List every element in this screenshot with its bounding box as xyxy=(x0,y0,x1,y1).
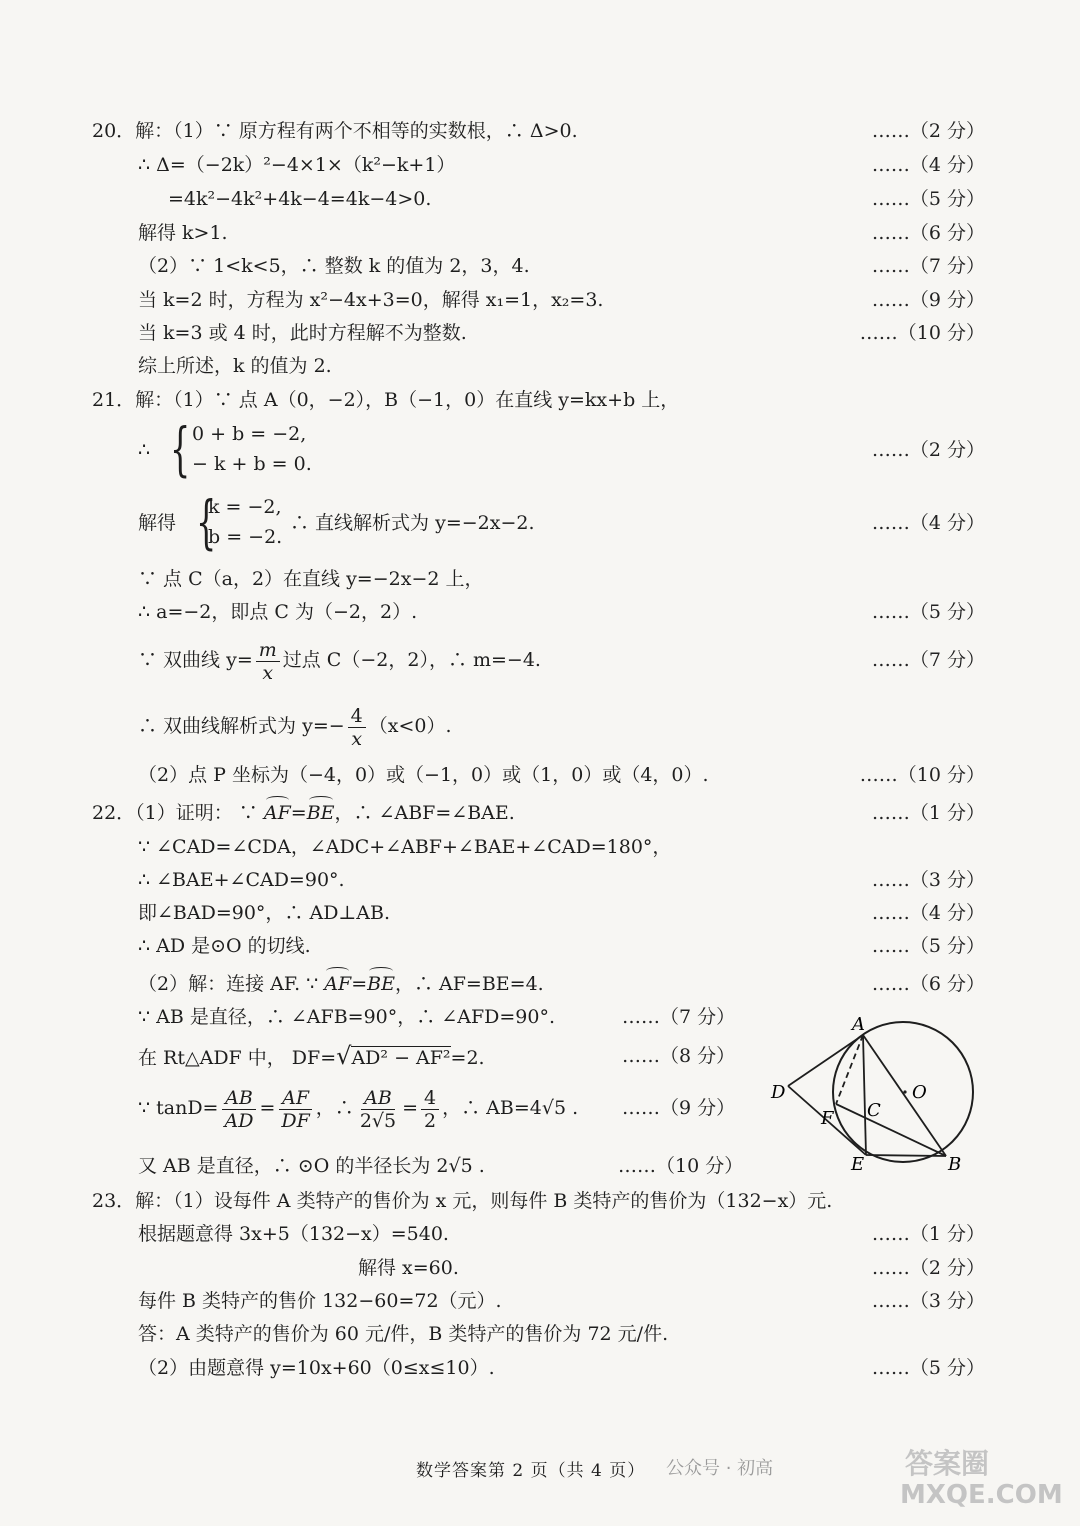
q22-line-9-mid: ，∴ xyxy=(315,1097,354,1119)
q21-line-8-pre: ∴ 双曲线解析式为 y=− xyxy=(138,715,345,737)
q22-line-7: ∵ AB 是直径，∴ ∠AFB=90°，∴ ∠AFD=90°. xyxy=(138,1006,556,1028)
fraction xyxy=(421,1087,439,1132)
q20-score-7: ……（7 分） xyxy=(871,255,985,277)
arc-be: BE xyxy=(367,973,395,995)
sqrt-icon: √ xyxy=(336,1042,352,1070)
segment-ad xyxy=(788,1035,863,1086)
fraction xyxy=(221,1087,256,1132)
q20-score-10: ……（10 分） xyxy=(859,322,985,344)
q23-line-6: （2）由题意得 y=10x+60（0≤x≤10）. xyxy=(138,1357,495,1379)
q22-head-post: ，∴ ∠ABF=∠BAE. xyxy=(334,802,515,824)
equals: = xyxy=(290,802,307,824)
equals: = xyxy=(259,1097,276,1119)
numerator: 4 xyxy=(348,705,366,728)
q23-score-2: ……（2 分） xyxy=(871,1257,985,1279)
label-d: D xyxy=(771,1082,786,1103)
q22-line-8-pre: 在 Rt△ADF 中， DF= xyxy=(138,1047,337,1069)
q22-line-9-post: ，∴ AB=4√5 . xyxy=(442,1097,579,1119)
label-c: C xyxy=(867,1100,881,1121)
q21-therefore: ∴ xyxy=(138,439,151,461)
q22-line-6-pre: （2）解：连接 AF. ∵ xyxy=(138,973,319,995)
geometry-figure xyxy=(760,1005,990,1185)
label-b: B xyxy=(948,1154,962,1175)
q23-line-2: 根据题意得 3x+5（132−x）=540. xyxy=(138,1223,449,1245)
arc-be: BE xyxy=(306,802,335,824)
label-f: F xyxy=(821,1108,834,1129)
q21-line-8-post: （x<0）. xyxy=(368,715,452,737)
q20-score-2: ……（2 分） xyxy=(871,120,985,142)
page-footer: 数学答案第 2 页（共 4 页） xyxy=(416,1461,646,1481)
label-o: O xyxy=(912,1082,927,1103)
q21-line-8 xyxy=(138,700,452,752)
watermark-source: 公众号 · 初高 xyxy=(666,1458,774,1479)
q20-line-2: ∴ Δ=（−2k）²−4×1×（k²−k+1） xyxy=(138,154,456,176)
q21-jiede: 解得 xyxy=(138,512,177,534)
q22-score-7: ……（7 分） xyxy=(622,1006,736,1028)
q21-line-9: （2）点 P 坐标为（−4，0）或（−1，0）或（1，0）或（4，0）. xyxy=(138,764,709,786)
q22-head-pre: 22．（1）证明： ∵ xyxy=(92,802,258,824)
q21-sys2-eq1: k = −2, xyxy=(208,496,282,518)
q21-line-5: ∵ 点 C（a，2）在直线 y=−2x−2 上， xyxy=(138,568,484,590)
q21-system-1 xyxy=(170,415,312,483)
label-e: E xyxy=(851,1154,865,1175)
denominator: x xyxy=(262,661,274,684)
equals: = xyxy=(351,973,368,995)
numerator: AF xyxy=(282,1086,310,1109)
q20-line-8: 综上所述，k 的值为 2. xyxy=(138,355,332,377)
label-a: A xyxy=(852,1014,865,1035)
q23-score-1: ……（1 分） xyxy=(871,1223,985,1245)
segment-eb xyxy=(866,1155,946,1156)
q20-score-5: ……（5 分） xyxy=(871,188,985,210)
numerator: m xyxy=(258,638,277,661)
numerator: AB xyxy=(364,1086,392,1109)
q22-score-5: ……（5 分） xyxy=(871,935,985,957)
q23-score-5: ……（5 分） xyxy=(871,1357,985,1379)
q20-line-4: 解得 k>1. xyxy=(138,222,228,244)
segment-ae xyxy=(863,1035,866,1155)
q22-head xyxy=(92,800,515,826)
q23-line-5: 答：A 类特产的售价为 60 元/件，B 类特产的售价为 72 元/件. xyxy=(138,1323,669,1345)
brace-icon: { xyxy=(170,415,191,483)
q22-line-8-post: =2. xyxy=(450,1047,485,1069)
q20-head: 20．解：（1）∵ 原方程有两个不相等的实数根，∴ Δ>0. xyxy=(92,120,578,142)
denominator: 2√5 xyxy=(359,1109,397,1132)
q21-line-7-post: 过点 C（−2，2），∴ m=−4. xyxy=(282,649,541,671)
denominator: 2 xyxy=(424,1109,437,1132)
arc-af: AF xyxy=(263,802,291,824)
q21-score-2: ……（2 分） xyxy=(871,439,985,461)
q21-line-7-pre: ∵ 双曲线 y= xyxy=(138,649,253,671)
q21-score-10: ……（10 分） xyxy=(859,764,985,786)
q22-score-10: ……（10 分） xyxy=(618,1155,744,1177)
q22-radicand: AD² − AF² xyxy=(351,1047,451,1069)
fraction xyxy=(348,705,366,750)
q20-line-6: 当 k=2 时，方程为 x²−4x+3=0，解得 x₁=1，x₂=3. xyxy=(138,289,604,311)
q20-score-6: ……（6 分） xyxy=(871,222,985,244)
q22-score-6: ……（6 分） xyxy=(871,973,985,995)
q21-sys1-eq1: 0 + b = −2, xyxy=(192,423,307,445)
q21-score-7: ……（7 分） xyxy=(871,649,985,671)
fraction xyxy=(278,1087,312,1132)
brace-icon: { xyxy=(196,488,217,556)
q22-score-4: ……（4 分） xyxy=(871,902,985,924)
q22-score-9: ……（9 分） xyxy=(622,1097,736,1119)
q20-score-4: ……（4 分） xyxy=(871,154,985,176)
q22-score-8: ……（8 分） xyxy=(622,1045,736,1067)
q20-score-9: ……（9 分） xyxy=(871,289,985,311)
q21-score-4: ……（4 分） xyxy=(871,512,985,534)
q21-score-5: ……（5 分） xyxy=(871,601,985,623)
arc-af: AF xyxy=(324,973,352,995)
q21-sys1-eq2: − k + b = 0. xyxy=(192,453,312,475)
denominator: x xyxy=(351,727,363,750)
segment-fb xyxy=(836,1104,946,1156)
q21-system-2 xyxy=(196,488,286,556)
watermark-site: MXQE.COM xyxy=(900,1480,1063,1510)
denominator: AD xyxy=(224,1109,254,1132)
q22-line-2: ∵ ∠CAD=∠CDA，∠ADC+∠ABF+∠BAE+∠CAD=180°， xyxy=(138,836,672,858)
q23-score-3: ……（3 分） xyxy=(871,1290,985,1312)
q22-score-1: ……（1 分） xyxy=(871,802,985,824)
numerator: 4 xyxy=(421,1087,439,1110)
q21-line-6: ∴ a=−2，即点 C 为（−2，2）. xyxy=(138,601,418,623)
q22-line-6 xyxy=(138,971,544,997)
q22-line-4: 即∠BAD=90°，∴ AD⊥AB. xyxy=(138,902,391,924)
center-point xyxy=(903,1090,906,1093)
q23-line-4: 每件 B 类特产的售价 132−60=72（元）. xyxy=(138,1290,502,1312)
q22-line-6-post: ，∴ AF=BE=4. xyxy=(394,973,544,995)
q22-line-9 xyxy=(138,1082,578,1134)
q21-line-expr: ∴ 直线解析式为 y=−2x−2. xyxy=(290,512,535,534)
q22-line-10: 又 AB 是直径，∴ ⊙O 的半径长为 2√5 . xyxy=(138,1155,485,1177)
q22-line-5: ∴ AD 是⊙O 的切线. xyxy=(138,935,311,957)
q22-line-9-pre: ∵ tanD= xyxy=(138,1097,219,1119)
q21-line-7 xyxy=(138,634,541,686)
fraction xyxy=(357,1087,399,1132)
fraction xyxy=(256,639,280,684)
q21-sys2-eq2: b = −2. xyxy=(208,526,283,548)
segment-ab xyxy=(863,1035,946,1156)
q22-line-8 xyxy=(138,1043,485,1071)
q22-score-3: ……（3 分） xyxy=(871,869,985,891)
q23-line-3: 解得 x=60. xyxy=(358,1257,459,1279)
numerator: AB xyxy=(225,1086,253,1109)
equals: = xyxy=(402,1097,419,1119)
denominator: DF xyxy=(281,1109,310,1132)
q21-head: 21．解：（1）∵ 点 A（0，−2），B（−1，0）在直线 y=kx+b 上， xyxy=(92,389,680,411)
q23-head: 23．解：（1）设每件 A 类特产的售价为 x 元，则每件 B 类特产的售价为（132−x）元. xyxy=(92,1190,833,1212)
q20-line-7: 当 k=3 或 4 时，此时方程解不为整数. xyxy=(138,322,467,344)
watermark-logo: 答案圈 xyxy=(905,1447,990,1480)
q22-line-3: ∴ ∠BAE+∠CAD=90°. xyxy=(138,869,345,891)
q20-line-3: =4k²−4k²+4k−4=4k−4>0. xyxy=(168,188,432,210)
q20-line-5: （2）∵ 1<k<5，∴ 整数 k 的值为 2，3，4. xyxy=(138,255,530,277)
